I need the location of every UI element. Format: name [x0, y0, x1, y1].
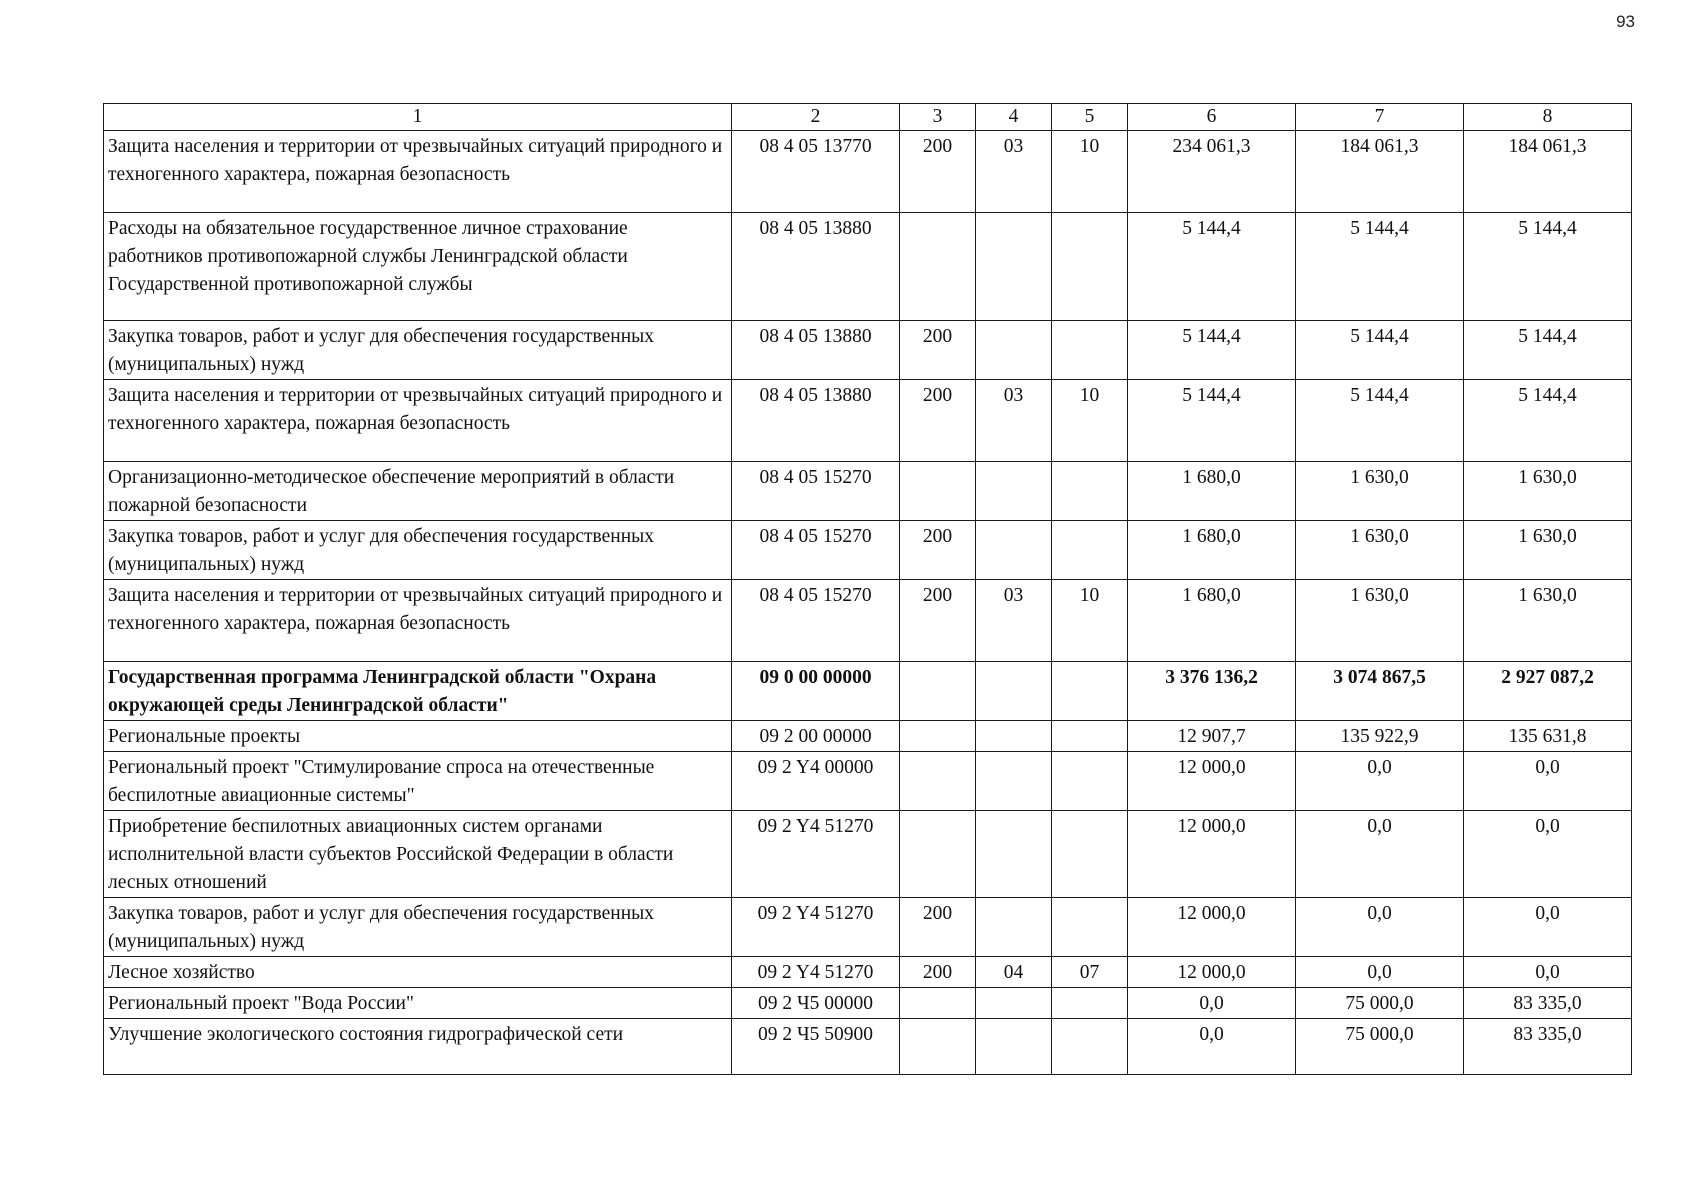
row-expense-type-cell: 200 [900, 898, 976, 957]
table-row [104, 957, 1632, 988]
row-section-cell [976, 988, 1052, 1019]
row-section-cell: 04 [976, 957, 1052, 988]
row-value-6-cell: 3 376 136,2 [1128, 662, 1296, 721]
row-code-cell: 09 2 Y4 00000 [732, 752, 900, 811]
row-section-cell [976, 752, 1052, 811]
col-header-3: 3 [900, 104, 976, 131]
row-expense-type-cell [900, 811, 976, 898]
row-expense-type-cell [900, 988, 976, 1019]
budget-table [103, 103, 1632, 1075]
row-section-cell: 03 [976, 580, 1052, 662]
row-name-cell: Улучшение экологического состояния гидрографической сети [104, 1019, 732, 1075]
table-body [104, 131, 1632, 1075]
table-row [104, 321, 1632, 380]
col-header-4: 4 [976, 104, 1052, 131]
row-value-6-cell: 0,0 [1128, 1019, 1296, 1075]
row-name-cell: Приобретение беспилотных авиационных систем органами исполнительной власти субъектов Российской Федерации в области лесных отношений [104, 811, 732, 898]
row-code-cell: 09 2 Y4 51270 [732, 898, 900, 957]
row-name-cell: Защита населения и территории от чрезвычайных ситуаций природного и техногенного характера, пожарная безопасность [104, 131, 732, 213]
col-header-5: 5 [1052, 104, 1128, 131]
row-subsection-cell [1052, 898, 1128, 957]
row-value-8-cell: 1 630,0 [1464, 462, 1632, 521]
col-header-1: 1 [104, 104, 732, 131]
row-expense-type-cell [900, 752, 976, 811]
row-section-cell [976, 521, 1052, 580]
row-value-8-cell: 184 061,3 [1464, 131, 1632, 213]
row-value-7-cell: 75 000,0 [1296, 1019, 1464, 1075]
row-value-8-cell: 83 335,0 [1464, 1019, 1632, 1075]
row-name-cell: Защита населения и территории от чрезвычайных ситуаций природного и техногенного характера, пожарная безопасность [104, 580, 732, 662]
row-expense-type-cell: 200 [900, 380, 976, 462]
row-subsection-cell [1052, 321, 1128, 380]
table-row [104, 721, 1632, 752]
table-row [104, 580, 1632, 662]
row-value-8-cell: 83 335,0 [1464, 988, 1632, 1019]
row-subsection-cell: 10 [1052, 131, 1128, 213]
row-section-cell [976, 721, 1052, 752]
row-name-cell: Региональные проекты [104, 721, 732, 752]
row-section-cell [976, 898, 1052, 957]
row-value-7-cell: 1 630,0 [1296, 462, 1464, 521]
row-code-cell: 08 4 05 15270 [732, 521, 900, 580]
row-subsection-cell [1052, 462, 1128, 521]
row-section-cell [976, 462, 1052, 521]
row-subsection-cell [1052, 662, 1128, 721]
row-value-6-cell: 12 907,7 [1128, 721, 1296, 752]
table-row [104, 131, 1632, 213]
row-value-6-cell: 234 061,3 [1128, 131, 1296, 213]
table-row [104, 988, 1632, 1019]
row-value-8-cell: 135 631,8 [1464, 721, 1632, 752]
row-code-cell: 09 2 Ч5 50900 [732, 1019, 900, 1075]
row-expense-type-cell [900, 462, 976, 521]
row-expense-type-cell [900, 721, 976, 752]
row-section-cell [976, 811, 1052, 898]
row-subsection-cell [1052, 811, 1128, 898]
row-section-cell [976, 1019, 1052, 1075]
row-value-7-cell: 5 144,4 [1296, 321, 1464, 380]
row-section-cell: 03 [976, 380, 1052, 462]
row-value-8-cell: 1 630,0 [1464, 521, 1632, 580]
row-expense-type-cell: 200 [900, 580, 976, 662]
row-code-cell: 09 2 00 00000 [732, 721, 900, 752]
row-value-6-cell: 5 144,4 [1128, 321, 1296, 380]
page-number: 93 [1616, 12, 1635, 31]
row-value-7-cell: 1 630,0 [1296, 580, 1464, 662]
row-subsection-cell: 10 [1052, 380, 1128, 462]
row-expense-type-cell: 200 [900, 521, 976, 580]
row-name-cell: Закупка товаров, работ и услуг для обеспечения государственных (муниципальных) нужд [104, 321, 732, 380]
row-value-8-cell: 1 630,0 [1464, 580, 1632, 662]
col-header-7: 7 [1296, 104, 1464, 131]
row-subsection-cell [1052, 721, 1128, 752]
col-header-6: 6 [1128, 104, 1296, 131]
row-value-8-cell: 5 144,4 [1464, 321, 1632, 380]
table-row [104, 521, 1632, 580]
table-row [104, 898, 1632, 957]
row-name-cell: Организационно-методическое обеспечение мероприятий в области пожарной безопасности [104, 462, 732, 521]
row-name-cell: Закупка товаров, работ и услуг для обеспечения государственных (муниципальных) нужд [104, 898, 732, 957]
row-code-cell: 08 4 05 15270 [732, 580, 900, 662]
row-value-6-cell: 1 680,0 [1128, 580, 1296, 662]
table-row [104, 752, 1632, 811]
row-subsection-cell [1052, 213, 1128, 321]
row-expense-type-cell [900, 1019, 976, 1075]
row-value-7-cell: 0,0 [1296, 957, 1464, 988]
col-header-8: 8 [1464, 104, 1632, 131]
table-row [104, 662, 1632, 721]
row-value-8-cell: 2 927 087,2 [1464, 662, 1632, 721]
row-expense-type-cell [900, 213, 976, 321]
row-value-7-cell: 135 922,9 [1296, 721, 1464, 752]
row-subsection-cell [1052, 988, 1128, 1019]
table-row [104, 380, 1632, 462]
row-expense-type-cell: 200 [900, 957, 976, 988]
row-section-cell [976, 321, 1052, 380]
row-value-7-cell: 5 144,4 [1296, 380, 1464, 462]
row-value-8-cell: 0,0 [1464, 957, 1632, 988]
row-code-cell: 09 2 Y4 51270 [732, 957, 900, 988]
row-name-cell: Защита населения и территории от чрезвычайных ситуаций природного и техногенного характера, пожарная безопасность [104, 380, 732, 462]
row-name-cell: Региональный проект "Стимулирование спроса на отечественные беспилотные авиационные системы" [104, 752, 732, 811]
row-value-7-cell: 75 000,0 [1296, 988, 1464, 1019]
table-row [104, 213, 1632, 321]
row-value-8-cell: 0,0 [1464, 898, 1632, 957]
row-subsection-cell [1052, 752, 1128, 811]
row-name-cell: Лесное хозяйство [104, 957, 732, 988]
row-value-8-cell: 5 144,4 [1464, 380, 1632, 462]
row-value-8-cell: 5 144,4 [1464, 213, 1632, 321]
row-value-7-cell: 0,0 [1296, 752, 1464, 811]
row-value-6-cell: 0,0 [1128, 988, 1296, 1019]
row-code-cell: 08 4 05 13880 [732, 321, 900, 380]
row-value-6-cell: 1 680,0 [1128, 462, 1296, 521]
row-code-cell: 09 0 00 00000 [732, 662, 900, 721]
row-value-7-cell: 184 061,3 [1296, 131, 1464, 213]
row-value-6-cell: 1 680,0 [1128, 521, 1296, 580]
row-subsection-cell: 10 [1052, 580, 1128, 662]
row-value-6-cell: 12 000,0 [1128, 957, 1296, 988]
row-value-8-cell: 0,0 [1464, 811, 1632, 898]
row-section-cell [976, 662, 1052, 721]
row-code-cell: 08 4 05 13880 [732, 213, 900, 321]
row-subsection-cell: 07 [1052, 957, 1128, 988]
col-header-2: 2 [732, 104, 900, 131]
row-value-6-cell: 5 144,4 [1128, 380, 1296, 462]
row-code-cell: 08 4 05 13770 [732, 131, 900, 213]
row-section-cell [976, 213, 1052, 321]
row-section-cell: 03 [976, 131, 1052, 213]
row-value-7-cell: 3 074 867,5 [1296, 662, 1464, 721]
row-code-cell: 09 2 Y4 51270 [732, 811, 900, 898]
row-value-7-cell: 0,0 [1296, 898, 1464, 957]
row-value-8-cell: 0,0 [1464, 752, 1632, 811]
row-name-cell: Закупка товаров, работ и услуг для обеспечения государственных (муниципальных) нужд [104, 521, 732, 580]
row-value-6-cell: 12 000,0 [1128, 898, 1296, 957]
header-row [104, 104, 1632, 131]
table-row [104, 462, 1632, 521]
row-value-7-cell: 1 630,0 [1296, 521, 1464, 580]
row-name-cell: Региональный проект "Вода России" [104, 988, 732, 1019]
row-expense-type-cell: 200 [900, 321, 976, 380]
row-expense-type-cell [900, 662, 976, 721]
row-code-cell: 09 2 Ч5 00000 [732, 988, 900, 1019]
row-value-6-cell: 12 000,0 [1128, 811, 1296, 898]
row-subsection-cell [1052, 521, 1128, 580]
table-row [104, 1019, 1632, 1075]
row-code-cell: 08 4 05 15270 [732, 462, 900, 521]
row-value-7-cell: 0,0 [1296, 811, 1464, 898]
row-code-cell: 08 4 05 13880 [732, 380, 900, 462]
table-row [104, 811, 1632, 898]
row-value-6-cell: 5 144,4 [1128, 213, 1296, 321]
row-value-6-cell: 12 000,0 [1128, 752, 1296, 811]
row-name-cell: Государственная программа Ленинградской области "Охрана окружающей среды Ленинградской области" [104, 662, 732, 721]
row-name-cell: Расходы на обязательное государственное личное страхование работников противопожарной службы Ленинградской области Государственной противопожарной службы [104, 213, 732, 321]
row-expense-type-cell: 200 [900, 131, 976, 213]
row-value-7-cell: 5 144,4 [1296, 213, 1464, 321]
row-subsection-cell [1052, 1019, 1128, 1075]
